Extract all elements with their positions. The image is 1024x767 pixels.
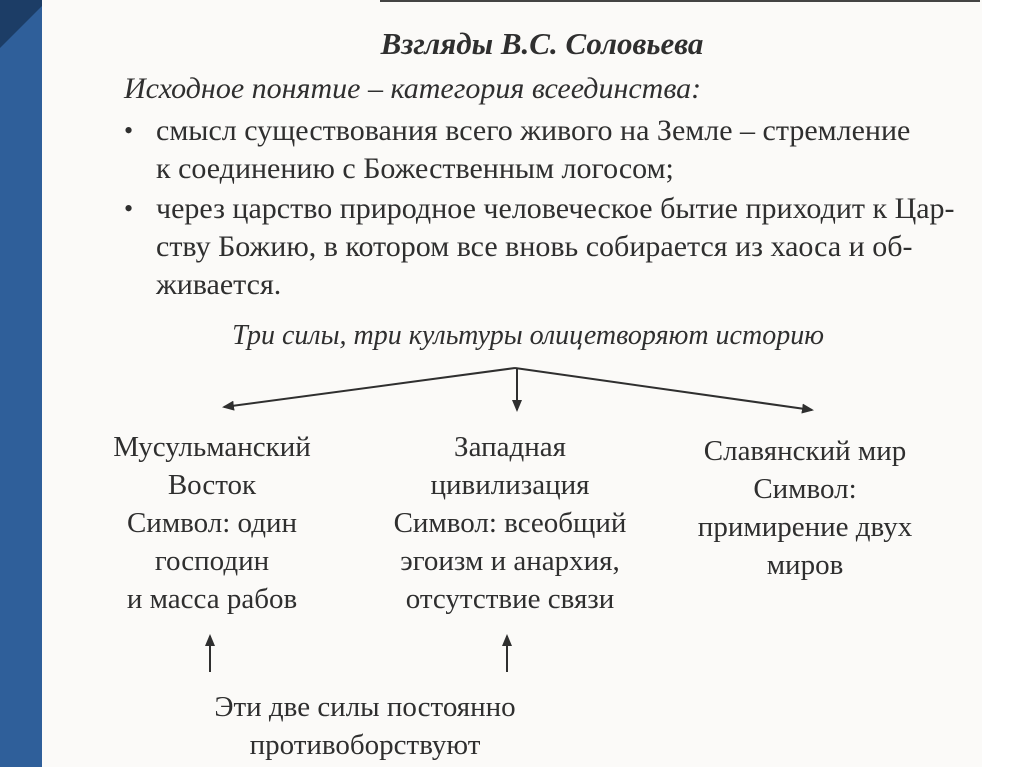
bullet-mark: • — [124, 116, 134, 145]
node-line: Символ: — [753, 473, 857, 505]
arrow-to-left — [224, 368, 515, 407]
arrow-to-right — [515, 368, 812, 410]
node-line: и масса рабов — [126, 583, 298, 615]
node-line: господин — [154, 545, 270, 577]
bullet-line: к соединению с Божественным логосом; — [156, 152, 674, 185]
node-line: цивилизация — [430, 469, 590, 501]
node-line: миров — [766, 549, 844, 581]
node-line: Символ: один — [126, 507, 298, 539]
diagram-title: Три силы, три культуры олицетворяют историю — [232, 320, 824, 351]
node-slavic-world — [680, 432, 930, 584]
page-subtitle: Исходное понятие – категория всеединства: — [124, 72, 702, 105]
bullet-mark: • — [124, 194, 134, 223]
bullet-line: ству Божию, в котором все вновь собирается из хаоса и об- — [156, 230, 913, 263]
node-line: Славянский мир — [703, 435, 907, 467]
node-line: Мусульманский — [113, 431, 311, 463]
node-muslim-east — [94, 428, 330, 618]
node-line: Символ: всеобщий — [393, 507, 627, 539]
node-line: эгоизм и анархия, — [400, 545, 620, 577]
bullet-line: смысл существования всего живого на Земле – стремление — [156, 114, 911, 147]
bottom-note — [175, 688, 555, 764]
node-line: отсутствие связи — [405, 583, 615, 615]
node-western-civilization — [370, 428, 650, 618]
bullet-line: живается. — [156, 268, 282, 301]
page-title: Взгляды В.С. Соловьева — [380, 26, 704, 61]
note-line: Эти две силы постоянно — [214, 691, 516, 723]
node-line: Восток — [167, 469, 257, 501]
node-line: примирение двух — [697, 511, 913, 543]
bullet-line: через царство природное человеческое бытие приходит к Цар- — [156, 192, 955, 225]
note-line: противоборствуют — [249, 729, 481, 761]
node-line: Западная — [454, 431, 566, 463]
